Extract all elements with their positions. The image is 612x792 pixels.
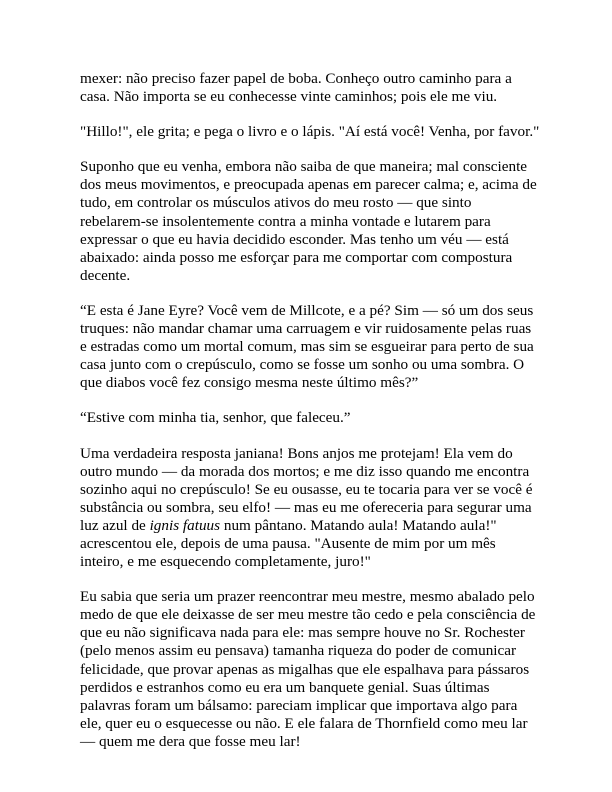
paragraph-text: Eu sabia que seria um prazer reencontrar meu mestre, mesmo abalado pelo medo de que ele deixasse de ser meu mestre tão cedo e pela consciência de que eu não significava nada para ele: mas sempre houve no Sr. Rochester (pelo menos assim eu pensava) tamanha riqueza do poder de comunicar felicidade, que provar apenas as migalhas que ele espalhava para pássaros perdidos e estranhos como eu era um banquete genial. Suas últimas palavras foram um bálsamo: pareciam implicar que importava algo para ele, quer eu o esquecesse ou não. E ele falara de Thornfield como meu lar — quem me dera que fosse meu lar! [80,588,536,750]
paragraph-text: "Hillo!", ele grita; e pega o livro e o lápis. "Aí está você! Venha, por favor." [80,123,540,141]
paragraph-text: Suponho que eu venha, embora não saiba de que maneira; mal consciente dos meus movimentos, e preocupada apenas em parecer calma; e, acima de tudo, em controlar os músculos ativos do meu rosto — que sinto rebelarem-se insolentemente contra a minha vontade e lutarem para expressar o que eu havia decidido esconder. Mas tenho um véu — está abaixado: ainda posso me esforçar para me comportar com compostura decente. [80,158,537,284]
paragraph [80,302,540,392]
paragraph [80,409,540,427]
paragraph-text: “Estive com minha tia, senhor, que faleceu.” [80,409,351,427]
paragraph-text: mexer: não preciso fazer papel de boba. Conheço outro caminho para a casa. Não importa se eu conhecesse vinte caminhos; pois ele me viu. [80,70,512,106]
paragraph-text: Uma verdadeira resposta janiana! Bons anjos me protejam! Ela vem do outro mundo — da morada dos mortos; e me diz isso quando me encontra sozinho aqui no crepúsculo! Se eu ousasse, eu te tocaria para ver se você é substância ou sombra, seu elfo! — mas eu me ofereceria para segurar uma luz azul de [80,444,533,534]
italic-phrase: ignis fatuus [149,516,221,534]
paragraph [80,123,540,141]
paragraph [80,445,540,572]
paragraph-text: “E esta é Jane Eyre? Você vem de Millcote, e a pé? Sim — só um dos seus truques: não mandar chamar uma carruagem e vir ruidosamente pelas ruas e estradas como um mortal comum, mas sim se esgueirar para perto de sua casa junto com o crepúsculo, como se fosse um sonho ou uma sombra. O que diabos você fez consigo mesma neste último mês?” [80,301,534,392]
paragraph-text: num pântano. Matando aula! Matando aula!" acrescentou ele, depois de uma pausa. "Ausente de mim por um mês inteiro, e me esquecendo completamente, juro!" [80,516,497,571]
paragraph [80,70,540,106]
document-page [80,70,540,768]
paragraph [80,158,540,285]
paragraph [80,588,540,751]
